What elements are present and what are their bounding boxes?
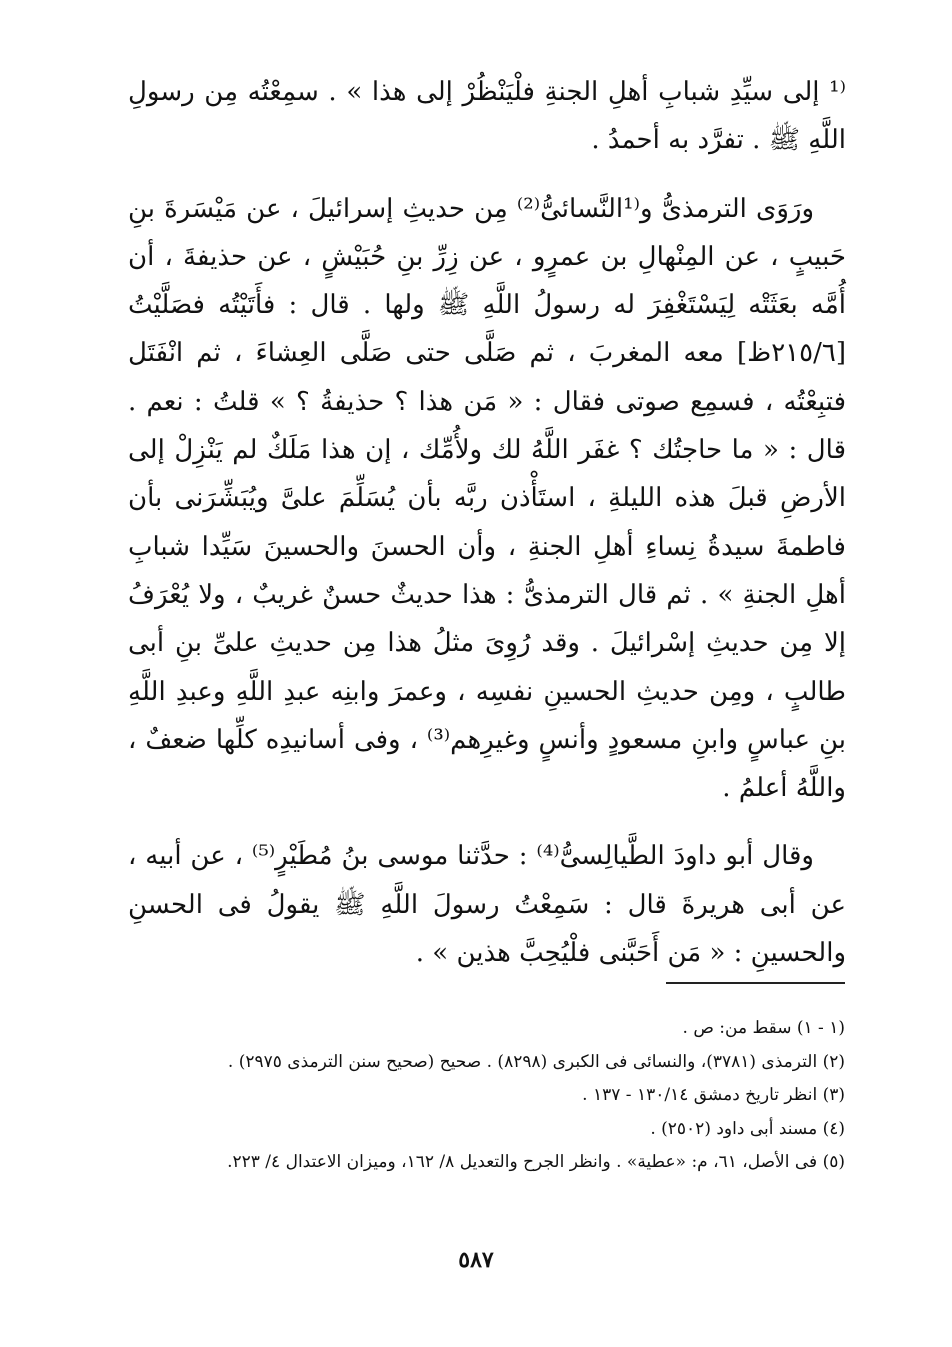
footnotes bbox=[150, 1012, 845, 1180]
footnote-2: (٢) الترمذى (٣٧٨١)، والنسائى فى الكبرى (٨٢٩٨) . صحيح (صحيح سنن الترمذى ٢٩٧٥) . bbox=[227, 1051, 845, 1072]
footnote-divider bbox=[666, 982, 845, 984]
footnote-4: (٤) مسند أبى داود (٢٥٠٢) . bbox=[650, 1118, 845, 1139]
paragraph-1: ⁽¹ إلى سيِّدِ شبابِ أهلِ الجنةِ فلْيَنْظُرْ إلى هذا » . سمِعْتُه مِن رسولِ اللَّهِ ﷺ . تفرَّد به أحمدُ . bbox=[128, 77, 846, 156]
footnote-5: (٥) فى الأصل، ٦١، م: «عطية» . وانظر الجرح والتعديل ٨/ ١٦٢، وميزان الاعتدال ٤/ ٢٢٣. bbox=[227, 1152, 845, 1172]
paragraph-3: وقال أبو داودَ الطَّيالِسىُّ⁽⁴⁾ : حدَّثنا موسى بنُ مُطَيْرٍ⁽⁵⁾ ، عن أبيه ، عن أبى هريرةَ قال : سَمِعْتُ رسولَ اللَّهِ ﷺ يقولُ فى الحسنِ والحسينِ : « مَن أَحَبَّنى فلْيُحِبَّ هذين » . bbox=[128, 841, 846, 969]
footnote-1: (١ - ١) سقط من: ص . bbox=[682, 1018, 845, 1038]
footnote-3: (٣) انظر تاريخ دمشق ١٣٠/١٤ - ١٣٧ . bbox=[582, 1085, 845, 1105]
paragraph-2: ورَوَى الترمذىُّ و⁽¹النَّسائىُّ⁽²⁾ مِن حديثِ إسرائيلَ ، عن مَيْسَرةَ بنِ حَبيبٍ ، عن المِنْهالِ بن عمرٍو ، عن زِرِّ بنِ حُبَيْشٍ ، عن حذيفةَ ، أن أُمَّه بعَثَتْه لِيَسْتَغْفِرَ له رسولُ اللَّهِ ﷺ ولها . قال : فأَتَيْتُه فصَلَّيْتُ [٢١٥/٦ظ] معه المغربَ ، ثم صَلَّى حتى صَلَّى العِشاءَ ، ثم انْفَتَل فتبِعْتُه ، فسمِع صوتى فقال : « مَن هذا ؟ حذيفةُ ؟ » قلتُ : نعم . قال : « ما حاجتُك ؟ غفَر اللَّهُ لك ولأُمِّك ، إن هذا مَلَكٌ لم يَنْزِلْ إلى الأرضِ قبلَ هذه الليلةِ ، استَأْذن ربَّه بأن يُسَلِّمَ علىَّ ويُبَشِّرَنى بأن فاطمةَ سيدةُ نِساءِ أهلِ الجنةِ ، وأن الحسنَ والحسينَ سَيِّدا شبابِ أهلِ الجنةِ » . ثم قال الترمذىُّ : هذا حديثٌ حسنٌ غريبٌ ، ولا يُعْرَفُ إلا مِن حديثِ إسْرائيلَ . وقد رُوِىَ مثلُ هذا مِن حديثِ علىِّ بنِ أبى طالبٍ ، ومِن حديثِ الحسينِ نفسِه ، وعمرَ وابنِه عبدِ اللَّهِ وعبدِ اللَّهِ بنِ عباسٍ وابنِ مسعودٍ وأنسٍ وغيرِهم⁽³⁾ ، وفى أسانيدِه كلِّها ضعفٌ ، واللَّهُ أعلمُ . bbox=[128, 193, 846, 804]
page-number: ٥٨٧ bbox=[458, 1247, 494, 1273]
main-text bbox=[128, 68, 846, 977]
